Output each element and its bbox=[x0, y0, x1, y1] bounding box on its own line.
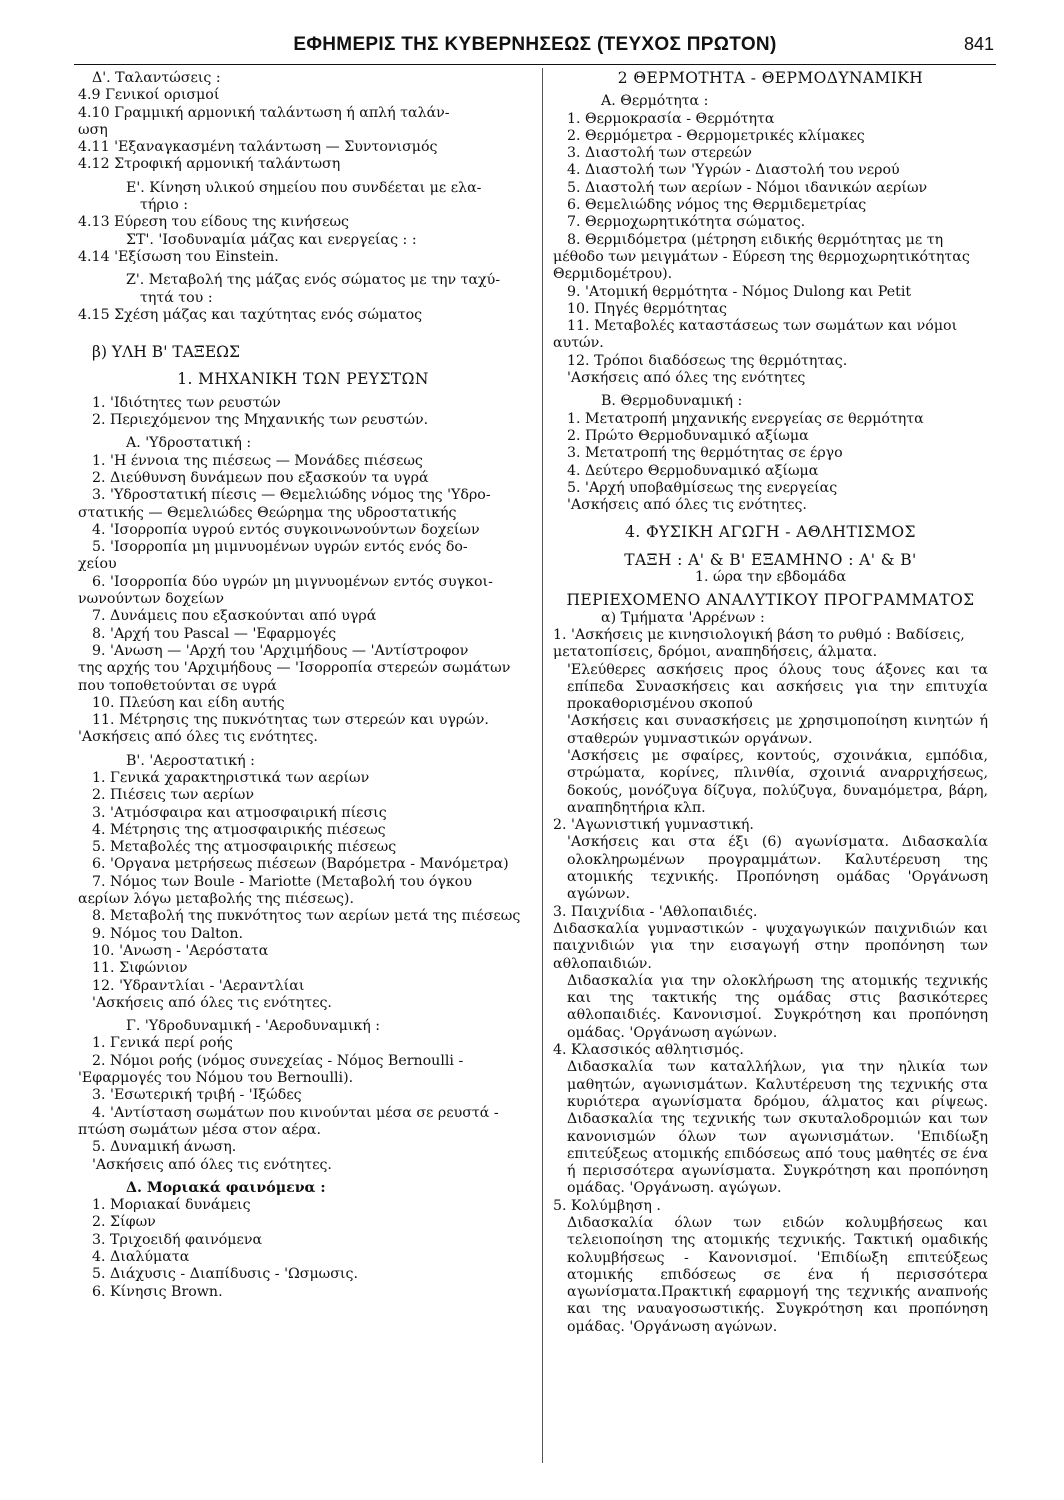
list-item: 3. 'Εσωτερική τριβή - 'Ιξώδες bbox=[92, 1087, 302, 1104]
list-item: 3. 'Υδροστατική πίεσις — Θεμελιώδης νόμος της 'Υδρο- bbox=[92, 487, 491, 504]
paragraph: Διδασκαλία των καταλλήλων, για την ηλικία των μαθητών, αγωνισμάτων. Καλυτέρευση της τεχνικής στα κυριότερα αγωνίσματα δρόμου, άλματος και ρίψεως. Διδασκαλία της τεχνικής των σκυταλοδρομιών και των κανονισμών όλων των αγωνισμάτων. 'Επιδίωξη επιτεύξεως ατομικής επιδόσεως από τους μαθητές σε ένα ή περισσότερα αγωνίσματα. Συγκρότηση και προπόνηση ομάδας. 'Οργάνωση. αγώγων. bbox=[567, 1059, 988, 1197]
list-item: 4. Μέτρησις της ατμοσφαιρικής πιέσεως bbox=[92, 821, 386, 838]
section-heading-cont: τητά του : bbox=[140, 289, 213, 306]
section-heading: Δ'. Ταλαντώσεις : bbox=[92, 70, 221, 86]
list-item: 4.12 Στροφική αρμονική ταλάντωση bbox=[78, 156, 341, 173]
section-heading: Δ. Μοριακά φαινόμενα : bbox=[126, 1179, 326, 1196]
list-item-cont: χείου bbox=[78, 556, 117, 573]
section-heading: Β. Θερμοδυναμική : bbox=[601, 393, 743, 410]
list-item-cont: πτώση σωμάτων μέσα στον αέρα. bbox=[78, 1121, 321, 1138]
list-item-cont: 'Εφαρμογές του Νόμου του Bernoulli). bbox=[78, 1070, 354, 1087]
list-item: 6. 'Ισορροπία δύο υγρών μη μιγνυομένων εντός συγκοι- bbox=[92, 573, 493, 590]
list-item: 5. Μεταβολές της ατμοσφαιρικής πιέσεως bbox=[92, 839, 397, 856]
list-item: 9. 'Ανωση — 'Αρχή του 'Αρχιμήδους — 'Αντίστροφον bbox=[92, 642, 469, 659]
list-item: 4.10 Γραμμική αρμονική ταλάντωση ή απλή ταλάν- bbox=[78, 104, 450, 121]
exercises-line: 'Ασκήσεις από όλες τις ενότητες. bbox=[92, 994, 332, 1011]
exercises-line: 'Ασκήσεις από όλες τις ενότητες. bbox=[78, 729, 318, 746]
list-item: 4. Διαλύματα bbox=[92, 1249, 190, 1265]
column-separator bbox=[542, 68, 543, 1463]
list-item: 2. Σίφων bbox=[92, 1214, 156, 1231]
list-item: 2. Διεύθυνση δυνάμεων που εξασκούν τα υγρά bbox=[92, 469, 429, 486]
list-item: 4.15 Σχέση μάζας και ταχύτητας ενός σώματος bbox=[78, 306, 423, 323]
paragraph: 'Ασκήσεις και συνασκήσεις με χρησιμοποίηση κινητών ή σταθερών γυμναστικών οργάνων. bbox=[567, 713, 988, 747]
list-item: 8. 'Αρχή του Pascal — 'Εφαρμογές bbox=[92, 625, 337, 642]
list-item: 1. 'Η έννοια της πιέσεως — Μονάδες πιέσεως bbox=[92, 452, 423, 469]
list-item: 5. Διαστολή των αερίων - Νόμοι ιδανικών αερίων bbox=[567, 179, 928, 196]
section-heading: Β'. 'Αεροστατική : bbox=[126, 752, 255, 769]
list-item: 9. 'Ατομική θερμότητα - Νόμος Dulong και Petit bbox=[567, 283, 912, 300]
list-item: 4. Δεύτερο Θερμοδυναμικό αξίωμα bbox=[567, 462, 819, 479]
right-column bbox=[553, 70, 988, 1336]
list-item-cont: στατικής — Θεμελιώδες Θεώρημα της υδροστατικής bbox=[78, 504, 457, 521]
list-item: 5. 'Αρχή υποβαθμίσεως της ενεργείας bbox=[567, 479, 838, 496]
list-item: 4.14 'Εξίσωση του Einstein. bbox=[78, 248, 279, 265]
list-item: 1. 'Ασκήσεις με κινησιολογική βάση το ρυθμό : Βαδίσεις, bbox=[553, 626, 965, 643]
section-heading: Ζ'. Μεταβολή της μάζας ενός σώματος με την ταχύ- bbox=[126, 272, 501, 289]
paragraph: 'Ελεύθερες ασκήσεις προς όλους τους άξονες και τα επίπεδα Συνασκήσεις και ασκήσεις για την επιτυχία προκαθορισμένου σκοπού bbox=[567, 661, 988, 713]
list-item: 9. Νόμος του Dalton. bbox=[92, 925, 244, 942]
list-item-cont: ωση bbox=[78, 121, 108, 138]
list-item: 7. Θερμοχωρητικότητα σώματος. bbox=[567, 214, 806, 231]
list-item: 6. Θεμελιώδης νόμος της Θερμιδεμετρίας bbox=[567, 197, 867, 214]
header-rule bbox=[74, 64, 996, 65]
section-heading: Γ. 'Υδροδυναμική - 'Αεροδυναμική : bbox=[126, 1018, 381, 1035]
paragraph: Διδασκαλία για την ολοκλήρωση της ατομικής τεχνικής και της τακτικής της ομάδας στις βασικότερες αθλοπαιδιές. Κανονισμοί. Συγκρότηση και προπόνηση ομάδας. 'Οργάνωση αγώνων. bbox=[567, 972, 988, 1041]
exercises-line: 'Ασκήσεις από όλες της ενότητες bbox=[567, 370, 806, 387]
page-number: 841 bbox=[963, 34, 994, 54]
list-item: 1. Μετατροπή μηχανικής ενεργείας σε θερμότητα bbox=[567, 410, 924, 427]
list-item: 4.9 Γενικοί ορισμοί bbox=[78, 87, 220, 104]
gazette-title: ΕΦΗΜΕΡΙΣ ΤΗΣ ΚΥΒΕΡΝΗΣΕΩΣ (ΤΕΥΧΟΣ ΠΡΩΤΟΝ) bbox=[293, 34, 777, 55]
list-item: 4. 'Αντίσταση σωμάτων που κινούνται μέσα σε ρευστά - bbox=[92, 1104, 499, 1121]
list-item: 12. Τρόποι διαδόσεως της θερμότητας. bbox=[567, 352, 848, 369]
chapter-title: 1. ΜΗΧΑΝΙΚΗ ΤΩΝ ΡΕΥΣΤΩΝ bbox=[177, 370, 429, 389]
list-item: 10. Πηγές θερμότητας bbox=[567, 300, 727, 317]
section-heading: ΣΤ'. 'Ισοδυναμία μάζας και ενεργείας : : bbox=[126, 231, 417, 248]
content-title: ΠΕΡΙΕΧΟΜΕΝΟ ΑΝΑΛΥΤΙΚΟΥ ΠΡΟΓΡΑΜΜΑΤΟΣ bbox=[566, 591, 975, 610]
section-heading: Ε'. Κίνηση υλικού σημείου που συνδέεται με ελα- bbox=[126, 179, 482, 196]
list-item: 4. Διαστολή των 'Υγρών - Διαστολή του νερού bbox=[567, 162, 900, 179]
list-item: 10. Πλεύση και είδη αυτής bbox=[92, 694, 285, 711]
list-item: 11. Μέτρησις της πυκνότητας των στερεών και υγρών. bbox=[92, 712, 489, 729]
list-item: 3. Μετατροπή της θερμότητας σε έργο bbox=[567, 445, 843, 462]
list-item: 4.13 Εύρεση του είδους της κινήσεως bbox=[78, 214, 349, 231]
paragraph: Διδασκαλία όλων των ειδών κολυμβήσεως και τελειοποίηση της ατομικής τεχνικής. Τακτική ομαδικής κολυμβήσεως - Κανονισμοί. 'Επιδίωξη επιτεύξεως ατομικής επιδόσεως σε ένα ή περισσότερα αγωνίσματα.Πρακτική εφαρμογή της τεχνικής αναπνοής και της ναυαγοσωστικής. Συγκρότηση και προπόνηση ομάδας. 'Οργάνωση αγώνων. bbox=[567, 1215, 988, 1335]
list-item: 2. 'Αγωνιστική γυμναστική. bbox=[553, 817, 754, 834]
list-item: 11. Μεταβολές καταστάσεως των σωμάτων και νόμοι bbox=[567, 318, 958, 335]
list-item: 4. 'Ισορροπία υγρού εντός συγκοινωνούντων δοχείων bbox=[92, 521, 480, 538]
list-item: 2. Πρώτο Θερμοδυναμικό αξίωμα bbox=[567, 427, 809, 444]
paragraph: 'Ασκήσεις και στα έξι (6) αγωνίσματα. Διδασκαλία ολοκληρωμένων προγραμμάτων. Καλυτέρευση της ατομικής τεχνικής. Προπόνηση ομάδας 'Οργάνωση αγώνων. bbox=[567, 834, 988, 903]
list-item: 2. Νόμοι ροής (νόμος συνεχείας - Νόμος Bernoulli - bbox=[92, 1052, 464, 1069]
list-item: 1. 'Ιδιότητες των ρευστών bbox=[92, 394, 281, 411]
page-header bbox=[70, 34, 1000, 60]
left-column bbox=[78, 70, 528, 1301]
list-item: 3. 'Ατμόσφαιρα και ατμοσφαιρική πίεσις bbox=[92, 804, 387, 821]
exercises-line: 'Ασκήσεις από όλες τις ενότητες. bbox=[567, 497, 807, 514]
list-item: 2. Πιέσεις των αερίων bbox=[92, 787, 254, 804]
list-item: 5. Κολύμβηση . bbox=[553, 1197, 661, 1214]
list-item: 10. 'Ανωση - 'Αερόστατα bbox=[92, 942, 269, 959]
section-heading: Α. Θερμότητα : bbox=[601, 93, 709, 110]
list-item: 11. Σιφώνιον bbox=[92, 960, 188, 977]
list-item-cont: αυτών. bbox=[553, 335, 604, 352]
list-item: 1. Μοριακαί δυνάμεις bbox=[92, 1197, 251, 1214]
list-item-cont: Θερμιδομέτρου). bbox=[553, 266, 673, 283]
list-item: 4.11 'Εξαναγκασμένη ταλάντωση — Συντονισμός bbox=[78, 139, 438, 156]
list-item: 5. Δυναμική άνωση. bbox=[92, 1139, 237, 1156]
section-heading-cont: τήριο : bbox=[140, 197, 189, 214]
list-item: 1. Θερμοκρασία - Θερμότητα bbox=[567, 110, 775, 127]
paragraph: 'Ασκήσεις με σφαίρες, κοντούς, σχοινάκια, εμπόδια, στρώματα, κορίνες, πλινθία, σχοινιά αναρριχήσεως, δοκούς, μονόζυγα δίζυγα, πολύζυγα, δυναμόμετρα, βάρη, αναπηδητήρια κλπ. bbox=[567, 747, 988, 816]
chapter-title: 2 ΘΕΡΜΟΤΗΤΑ - ΘΕΡΜΟΔΥΝΑΜΙΚΗ bbox=[617, 69, 924, 87]
list-item: 7. Νόμος των Boule - Mariotte (Μεταβολή του όγκου bbox=[92, 873, 472, 890]
list-item: 1. Γενικά χαρακτηριστικά των αερίων bbox=[92, 769, 370, 786]
list-item-cont: αερίων λόγω μεταβολής της πιέσεως). bbox=[78, 891, 354, 908]
list-item: 12. 'Υδραντλίαι - 'Αεραντλίαι bbox=[92, 977, 305, 994]
subsection-heading: α) Τμήματα 'Αρρένων : bbox=[601, 609, 765, 626]
list-item-cont: νωνούντων δοχείων bbox=[78, 591, 224, 608]
list-item: 5. 'Ισορροπία μη μιμνυομένων υγρών εντός ενός δο- bbox=[92, 539, 468, 556]
exercises-line: 'Ασκήσεις από όλες τις ενότητες. bbox=[92, 1156, 332, 1173]
list-item: 5. Διάχυσις - Διαπίδυσις - 'Ωσμωσις. bbox=[92, 1266, 358, 1283]
list-item: 2. Περιεχόμενον της Μηχανικής των ρευστών. bbox=[92, 412, 429, 429]
list-item: 8. Θερμιδόμετρα (μέτρηση ειδικής θερμότητας με τη bbox=[567, 231, 944, 248]
chapter-title: 4. ΦΥΣΙΚΗ ΑΓΩΓΗ - ΑΘΛΗΤΙΣΜΟΣ bbox=[625, 523, 916, 542]
list-item-cont: μέθοδο των μειγμάτων - Εύρεση της θερμοχωρητικότητας bbox=[553, 248, 970, 265]
list-item: 6. 'Οργανα μετρήσεως πιέσεων (Βαρόμετρα - Μανόμετρα) bbox=[92, 856, 509, 873]
list-item: 2. Θερμόμετρα - Θερμομετρικές κλίμακες bbox=[567, 127, 865, 144]
list-item-cont: που τοποθετούνται σε υγρά bbox=[78, 677, 277, 694]
list-item: 1. Γενικά περί ροής bbox=[92, 1035, 233, 1052]
list-item: 7. Δυνάμεις που εξασκούνται από υγρά bbox=[92, 608, 377, 625]
list-item: 6. Κίνησις Brown. bbox=[92, 1283, 223, 1300]
list-item: 3. Τριχοειδή φαινόμενα bbox=[92, 1231, 263, 1248]
section-heading: Α. 'Υδροστατική : bbox=[126, 435, 252, 452]
list-item-cont: της αρχής του 'Αρχιμήδους — 'Ισορροπία στερεών σωμάτων bbox=[78, 660, 511, 677]
list-item: 3. Διαστολή των στερεών bbox=[567, 145, 752, 162]
list-item-cont: μετατοπίσεις, δρόμοι, αναπηδήσεις, άλματα. bbox=[553, 644, 878, 661]
list-item: 8. Μεταβολή της πυκνότητος των αερίων μετά της πιέσεως bbox=[92, 908, 521, 925]
class-line: ΤΑΞΗ : Α' & Β' ΕΞΑΜΗΝΟ : Α' & Β' bbox=[624, 550, 917, 569]
paragraph: Διδασκαλία γυμναστικών - ψυχαγωγικών παιχνιδιών και παιχνιδιών για την εισαγωγή στην προπόνηση των αθλοπαιδιών. bbox=[553, 920, 988, 972]
list-item: 4. Κλασσικός αθλητισμός. bbox=[553, 1042, 744, 1059]
section-title: β) ΥΛΗ Β' ΤΑΞΕΩΣ bbox=[92, 343, 240, 362]
list-item: 3. Παιχνίδια - 'Αθλοπαιδιές. bbox=[553, 903, 758, 920]
hours-line: 1. ώρα την εβδομάδα bbox=[694, 569, 847, 586]
